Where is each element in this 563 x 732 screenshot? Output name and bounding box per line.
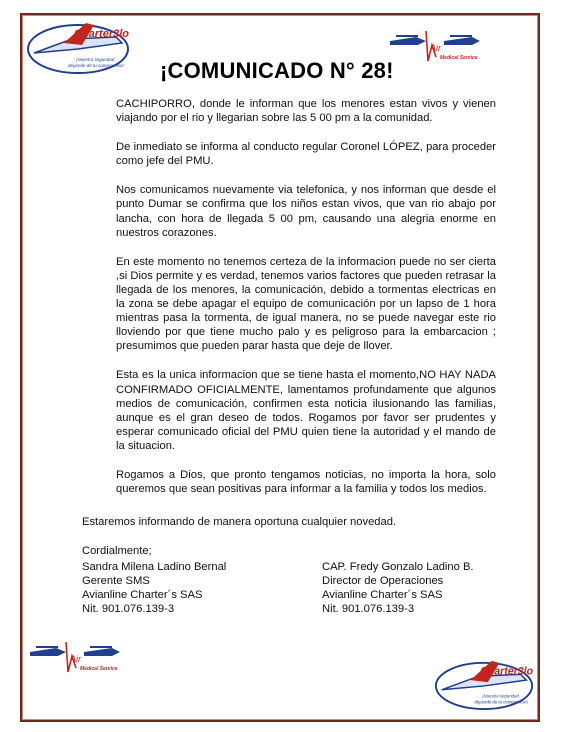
signature-right: [322, 560, 474, 616]
charter-logo-text: Charter3lo: [74, 28, 130, 40]
paragraph: Rogamos a Dios, que pronto tengamos noticias, no importa la hora, solo queremos que sean positivas para informar a la familia y todos los medios.: [116, 468, 496, 496]
signature-left: [82, 560, 226, 616]
signature-role: Director de Operaciones: [322, 575, 444, 587]
charter-logo-bottom: [432, 655, 536, 713]
signature-company: Avianline Charter´s SAS: [322, 589, 443, 601]
salutation: Cordialmente;: [82, 545, 152, 557]
svg-text:Medical Service: Medical Service: [80, 666, 118, 672]
svg-text:Air: Air: [70, 654, 81, 664]
charter-logo-top: [24, 17, 132, 77]
paragraph: CACHIPORRO, donde le informan que los menores estan vivos y vienen viajando por el rio y llegarian sobre las 5 00 pm a la comunidad.: [116, 98, 496, 125]
signature-name: CAP. Fredy Gonzalo Ladino B.: [322, 561, 474, 573]
svg-text:¡Nuestra seguridad: ¡Nuestra seguridad: [76, 57, 115, 62]
svg-text:Charter3lo: Charter3lo: [480, 665, 534, 678]
paragraph: De inmediato se informa al conducto regular Coronel LÓPEZ, para proceder como jefe del PMU.: [116, 141, 496, 168]
signature-name: Sandra Milena Ladino Bernal: [82, 561, 227, 573]
svg-text:Air: Air: [430, 43, 441, 53]
svg-text:depende de tu compromiso!: depende de tu compromiso!: [474, 699, 529, 705]
paragraph: En este momento no tenemos certeza de la informacion puede no ser cierta ,si Dios permite y es verdad, tenemos varios factores que pueden retrasar la llegada de los menores, la comunicación, debido a tormentas electricas en la zona se debe apagar el equipo de comunicación por un lapso de 1 hora mientras pasa la tormenta, de igual manera, no se puede navegar este rio lloviendo por que tiene mucho palo y es peligroso para la embarcacion ; presumimos que pueden parar hasta que deje de llover.: [116, 255, 496, 353]
closing-line: Estaremos informando de manera oportuna cualquier novedad.: [82, 516, 397, 528]
svg-text:depende de tu compromiso!: depende de tu compromiso!: [68, 63, 124, 68]
signature-nit: Nit. 901.076.139-3: [322, 603, 415, 615]
signature-role: Gerente SMS: [82, 575, 150, 587]
document-title: ¡COMUNICADO N° 28!: [160, 58, 394, 83]
paragraph: Nos comunicamos nuevamente via telefonica, y nos informan que desde el punto Dumar se confirma que los niños estan vivos, que van rio abajo por lancha, con hora de llegada 5 00 pm, causando una alegria enorme en nuestros corazones.: [116, 184, 496, 239]
document-body: [116, 97, 496, 511]
paragraph: Esta es la unica informacion que se tiene hasta el momento,NO HAY NADA CONFIRMADO OFICIALMENTE, lamentamos profundamente que algunos medios de comunicación, confirmen esta noticia ilusionando las familias, aunque es el gran deseo de todos. Rogamos por favor ser prudentes y esperar comunicado oficial del PMU quien tiene la autoridad y el mando de la situacion.: [116, 369, 496, 452]
air-medical-logo-top: [388, 27, 482, 67]
svg-text:¡Nuestra seguridad: ¡Nuestra seguridad: [482, 693, 519, 699]
signature-company: Avianline Charter´s SAS: [82, 589, 203, 601]
signature-nit: Nit. 901.076.139-3: [82, 603, 175, 615]
air-medical-logo-bottom: [28, 638, 122, 678]
svg-text:Medical Service: Medical Service: [440, 55, 478, 61]
